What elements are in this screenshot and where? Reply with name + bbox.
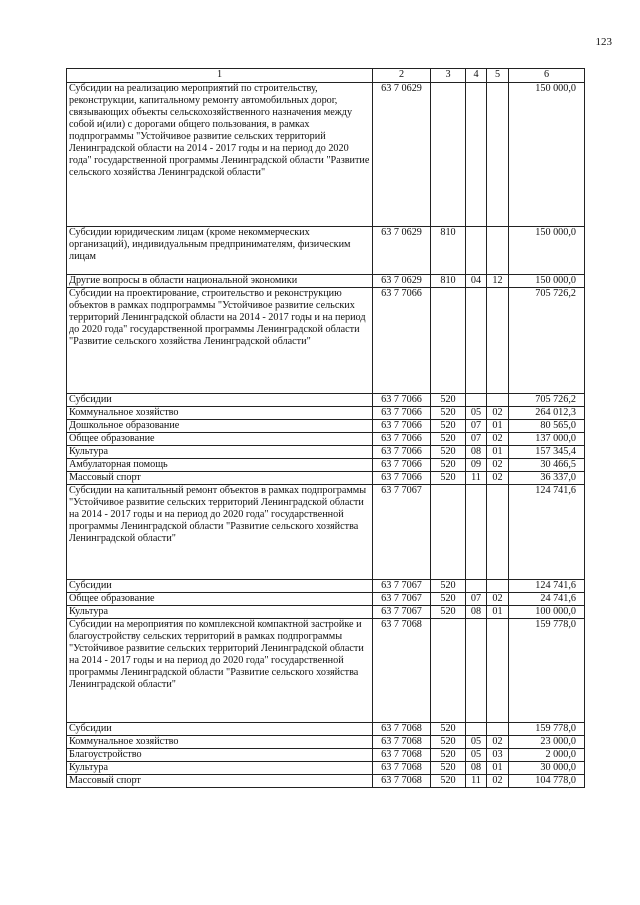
row-code: 63 7 7066 (373, 433, 431, 446)
row-rz: 04 (466, 275, 487, 288)
row-vr: 520 (431, 749, 466, 762)
row-code: 63 7 7067 (373, 593, 431, 606)
row-rz (466, 485, 487, 580)
row-rz: 05 (466, 749, 487, 762)
row-amount: 137 000,0 (509, 433, 585, 446)
row-rz (466, 723, 487, 736)
row-vr: 520 (431, 472, 466, 485)
row-pr (487, 723, 509, 736)
row-code: 63 7 7068 (373, 749, 431, 762)
row-vr: 520 (431, 407, 466, 420)
table-row (67, 485, 585, 580)
row-name: Субсидии на проектирование, строительство и реконструкцию объектов в рамках подпрограммы "Устойчивое развитие сельских территорий Ленинградской области на 2014 - 2017 годы и на период до 2020 года" государственной программы Ленинградской области "Развитие сельского хозяйства Ленинградской области" (67, 288, 373, 394)
row-vr: 520 (431, 580, 466, 593)
row-code: 63 7 7068 (373, 762, 431, 775)
row-vr: 520 (431, 433, 466, 446)
row-amount: 104 778,0 (509, 775, 585, 788)
row-pr: 03 (487, 749, 509, 762)
table-row (67, 459, 585, 472)
budget-table (66, 68, 585, 788)
row-vr (431, 619, 466, 723)
row-code: 63 7 7068 (373, 619, 431, 723)
row-name: Культура (67, 762, 373, 775)
row-amount: 100 000,0 (509, 606, 585, 619)
row-rz: 11 (466, 775, 487, 788)
row-pr: 12 (487, 275, 509, 288)
row-name: Массовый спорт (67, 472, 373, 485)
row-vr: 520 (431, 593, 466, 606)
row-pr (487, 394, 509, 407)
row-name: Культура (67, 446, 373, 459)
table-row (67, 580, 585, 593)
row-amount: 150 000,0 (509, 83, 585, 227)
row-pr: 02 (487, 736, 509, 749)
row-code: 63 7 0629 (373, 227, 431, 275)
row-vr: 520 (431, 762, 466, 775)
row-code: 63 7 7066 (373, 394, 431, 407)
table-row (67, 749, 585, 762)
table-row (67, 420, 585, 433)
row-name: Массовый спорт (67, 775, 373, 788)
row-amount: 124 741,6 (509, 485, 585, 580)
page-number: 123 (595, 36, 612, 48)
table-row (67, 762, 585, 775)
row-vr: 810 (431, 275, 466, 288)
row-rz (466, 83, 487, 227)
row-vr: 520 (431, 394, 466, 407)
row-amount: 2 000,0 (509, 749, 585, 762)
row-code: 63 7 0629 (373, 275, 431, 288)
row-code: 63 7 7067 (373, 485, 431, 580)
row-name: Субсидии на капитальный ремонт объектов в рамках подпрограммы "Устойчивое развитие сельских территорий Ленинградской области на 2014 - 2017 годы и на период до 2020 года" государственной программы Ленинградской области "Развитие сельского хозяйства Ленинградской области" (67, 485, 373, 580)
row-pr: 02 (487, 775, 509, 788)
row-name: Другие вопросы в области национальной экономики (67, 275, 373, 288)
row-rz: 07 (466, 420, 487, 433)
row-rz: 08 (466, 762, 487, 775)
row-pr (487, 227, 509, 275)
row-name: Субсидии (67, 580, 373, 593)
row-amount: 159 778,0 (509, 723, 585, 736)
row-rz (466, 227, 487, 275)
row-amount: 705 726,2 (509, 288, 585, 394)
row-name: Коммунальное хозяйство (67, 407, 373, 420)
table-row (67, 736, 585, 749)
row-rz: 07 (466, 433, 487, 446)
row-vr: 810 (431, 227, 466, 275)
row-vr: 520 (431, 606, 466, 619)
row-pr: 02 (487, 433, 509, 446)
row-pr: 01 (487, 762, 509, 775)
row-pr: 02 (487, 459, 509, 472)
row-rz: 08 (466, 606, 487, 619)
row-vr: 520 (431, 446, 466, 459)
row-amount: 24 741,6 (509, 593, 585, 606)
row-amount: 157 345,4 (509, 446, 585, 459)
row-amount: 23 000,0 (509, 736, 585, 749)
row-pr: 01 (487, 606, 509, 619)
row-vr: 520 (431, 775, 466, 788)
row-rz (466, 288, 487, 394)
row-pr: 02 (487, 407, 509, 420)
row-amount: 36 337,0 (509, 472, 585, 485)
row-vr: 520 (431, 459, 466, 472)
table-row (67, 433, 585, 446)
row-name: Культура (67, 606, 373, 619)
row-rz (466, 394, 487, 407)
row-name: Коммунальное хозяйство (67, 736, 373, 749)
table-row (67, 775, 585, 788)
table-header-row (67, 69, 585, 83)
table-row (67, 472, 585, 485)
table-row (67, 446, 585, 459)
row-code: 63 7 7066 (373, 472, 431, 485)
row-amount: 30 000,0 (509, 762, 585, 775)
header-cell: 5 (487, 69, 509, 83)
table-row (67, 619, 585, 723)
row-rz: 05 (466, 736, 487, 749)
row-name: Амбулаторная помощь (67, 459, 373, 472)
row-code: 63 7 7066 (373, 420, 431, 433)
row-name: Общее образование (67, 433, 373, 446)
row-amount: 150 000,0 (509, 275, 585, 288)
row-rz: 05 (466, 407, 487, 420)
table-row (67, 593, 585, 606)
row-name: Субсидии на реализацию мероприятий по строительству, реконструкции, капитальному ремонту автомобильных дорог, связывающих объекты сельскохозяйственного назначения между собой и(или) с дорогами общего пользования, в рамках подпрограммы "Устойчивое развитие сельских территорий Ленинградской области на 2014 - 2017 годы и на период до 2020 года" государственной программы Ленинградской области "Развитие сельского хозяйства Ленинградской области" (67, 83, 373, 227)
row-name: Субсидии (67, 394, 373, 407)
row-rz: 11 (466, 472, 487, 485)
table-row (67, 275, 585, 288)
row-code: 63 7 7067 (373, 580, 431, 593)
row-vr (431, 485, 466, 580)
row-code: 63 7 7068 (373, 723, 431, 736)
row-name: Общее образование (67, 593, 373, 606)
row-code: 63 7 7066 (373, 407, 431, 420)
row-pr (487, 288, 509, 394)
table-row (67, 227, 585, 275)
row-name: Дошкольное образование (67, 420, 373, 433)
row-amount: 705 726,2 (509, 394, 585, 407)
table-row (67, 394, 585, 407)
header-cell: 3 (431, 69, 466, 83)
table-row (67, 288, 585, 394)
row-amount: 80 565,0 (509, 420, 585, 433)
row-rz (466, 580, 487, 593)
row-code: 63 7 0629 (373, 83, 431, 227)
row-name: Субсидии (67, 723, 373, 736)
row-name: Субсидии на мероприятия по комплексной компактной застройке и благоустройству сельских территорий в рамках подпрограммы "Устойчивое развитие сельских территорий Ленинградской области на 2014 - 2017 годы и на период до 2020 года" государственной программы Ленинградской области "Развитие сельского хозяйства Ленинградской области" (67, 619, 373, 723)
row-vr: 520 (431, 420, 466, 433)
row-code: 63 7 7066 (373, 459, 431, 472)
row-code: 63 7 7067 (373, 606, 431, 619)
row-code: 63 7 7066 (373, 446, 431, 459)
table-row (67, 407, 585, 420)
header-cell: 4 (466, 69, 487, 83)
row-pr (487, 485, 509, 580)
row-code: 63 7 7068 (373, 736, 431, 749)
row-vr (431, 83, 466, 227)
row-amount: 30 466,5 (509, 459, 585, 472)
row-pr: 02 (487, 472, 509, 485)
row-amount: 150 000,0 (509, 227, 585, 275)
table-row (67, 83, 585, 227)
table-row (67, 723, 585, 736)
row-pr: 02 (487, 593, 509, 606)
row-rz (466, 619, 487, 723)
row-name: Благоустройство (67, 749, 373, 762)
header-cell: 6 (509, 69, 585, 83)
header-cell: 2 (373, 69, 431, 83)
row-code: 63 7 7066 (373, 288, 431, 394)
row-rz: 07 (466, 593, 487, 606)
row-code: 63 7 7068 (373, 775, 431, 788)
row-pr: 01 (487, 420, 509, 433)
row-rz: 09 (466, 459, 487, 472)
row-pr: 01 (487, 446, 509, 459)
row-vr: 520 (431, 736, 466, 749)
row-amount: 159 778,0 (509, 619, 585, 723)
row-amount: 264 012,3 (509, 407, 585, 420)
table-row (67, 606, 585, 619)
row-amount: 124 741,6 (509, 580, 585, 593)
row-vr: 520 (431, 723, 466, 736)
row-vr (431, 288, 466, 394)
row-pr (487, 619, 509, 723)
row-rz: 08 (466, 446, 487, 459)
row-name: Субсидии юридическим лицам (кроме некоммерческих организаций), индивидуальным предпринимателям, физическим лицам (67, 227, 373, 275)
row-pr (487, 83, 509, 227)
row-pr (487, 580, 509, 593)
header-cell: 1 (67, 69, 373, 83)
